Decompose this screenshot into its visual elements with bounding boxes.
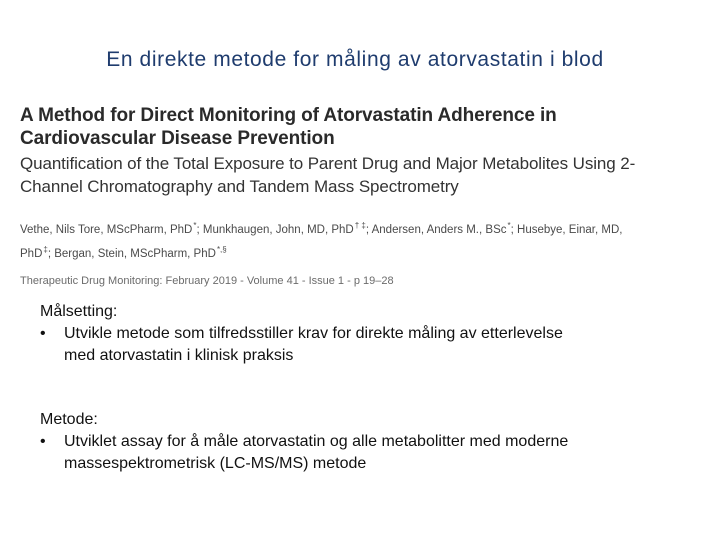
author-affiliation: ‡ xyxy=(43,244,48,254)
author-name: ; Andersen, Anders M., BSc xyxy=(365,223,507,236)
author-affiliation: * xyxy=(193,221,197,230)
bullet-line: Utvikle metode som tilfredsstiller krav for direkte måling av etterlevelse xyxy=(64,325,563,342)
bullet-line: massespektrometrisk (LC-MS/MS) metode xyxy=(64,455,367,472)
author-name: ; Bergan, Stein, MScPharm, PhD xyxy=(47,247,216,260)
paper-title-line: A Method for Direct Monitoring of Atorvastatin Adherence in xyxy=(20,105,557,126)
author-affiliation: *,§ xyxy=(216,244,227,254)
paper-title-line: Cardiovascular Disease Prevention xyxy=(20,128,335,149)
bullet-item xyxy=(40,323,700,367)
bullet-text xyxy=(64,431,700,475)
author-affiliation: * xyxy=(507,221,511,230)
bullet-line: Utviklet assay for å måle atorvastatin og alle metabolitter med moderne xyxy=(64,433,569,450)
author-name: ; Munkhaugen, John, MD, PhD xyxy=(196,223,354,236)
paper-title xyxy=(20,104,720,150)
section-method xyxy=(40,409,700,475)
author-name: PhD xyxy=(20,247,43,260)
paper-header-image xyxy=(20,104,720,287)
paper-subtitle xyxy=(20,152,720,198)
authors-line xyxy=(20,216,720,240)
paper-journal-citation: Therapeutic Drug Monitoring: February 2019 - Volume 41 - Issue 1 - p 19–28 xyxy=(20,274,394,287)
section-objective xyxy=(40,301,700,367)
bullet-text xyxy=(64,323,700,367)
bullet-symbol: • xyxy=(40,325,46,342)
bullet-symbol: • xyxy=(40,433,46,450)
paper-subtitle-line: Quantification of the Total Exposure to Parent Drug and Major Metabolites Using 2- xyxy=(20,154,636,173)
paper-authors xyxy=(20,216,720,264)
authors-line xyxy=(20,240,720,264)
bullet-line: med atorvastatin i klinisk praksis xyxy=(64,347,294,364)
section-heading: Metode: xyxy=(40,411,98,428)
bullet-item xyxy=(40,431,700,475)
paper-subtitle-line: Channel Chromatography and Tandem Mass Spectrometry xyxy=(20,177,459,196)
slide-title: En direkte metode for måling av atorvastatin i blod xyxy=(106,48,604,71)
section-heading: Målsetting: xyxy=(40,303,118,320)
author-affiliation: † ‡ xyxy=(354,221,366,230)
author-name: ; Husebye, Einar, MD, xyxy=(510,223,623,236)
author-name: Vethe, Nils Tore, MScPharm, PhD xyxy=(20,223,193,236)
